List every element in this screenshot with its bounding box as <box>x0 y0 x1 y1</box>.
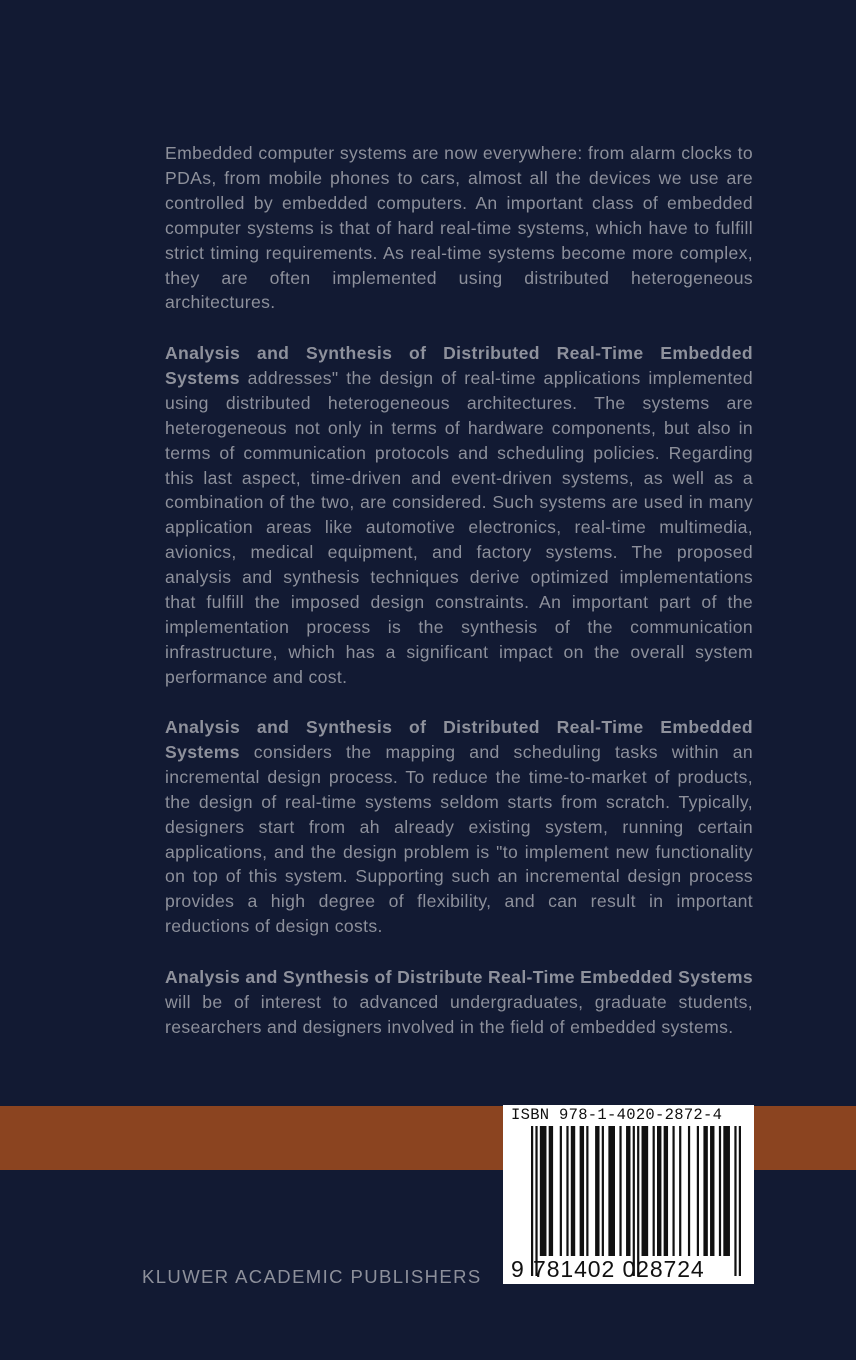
addresses-paragraph <box>165 341 753 690</box>
addresses-paragraph-body: addresses" the design of real-time applications implemented using distributed heterogeneous architectures. The systems are heterogeneous not only in terms of hardware components, but also in terms of communication protocols and scheduling policies. Regarding this last aspect, time-driven and event-driven systems, as well as a combination of the two, are considered. Such systems are used in many application areas like automotive electronics, real-time multimedia, avionics, medical equipment, and factory systems. The proposed analysis and synthesis techniques derive optimized implementations that fulfill the imposed design constraints. An important part of the implementation process is the synthesis of the communication infrastructure, which has a significant impact on the overall system performance and cost. <box>165 367 753 687</box>
ean-first-digit: 9 <box>511 1256 524 1282</box>
barcode-bar <box>560 1126 562 1256</box>
barcode-bar <box>586 1126 588 1256</box>
addresses-section <box>165 341 753 690</box>
audience-paragraph-body: will be of interest to advanced undergraduates, graduate students, researchers and designers involved in the field of embedded systems. <box>165 991 753 1037</box>
barcode-bar <box>679 1126 681 1256</box>
barcode-bar <box>549 1126 553 1256</box>
audience-section <box>165 965 753 1040</box>
barcode-bar <box>710 1126 714 1256</box>
audience-paragraph <box>165 965 753 1040</box>
barcode-bar <box>723 1126 730 1256</box>
barcode-bar <box>703 1126 707 1256</box>
barcode-bar <box>595 1126 599 1256</box>
barcode-guard-bar <box>734 1126 736 1276</box>
ean-digits: 781402 028724 <box>533 1256 705 1282</box>
considers-paragraph-body: considers the mapping and scheduling tasks within an incremental design process. To reduce the time-to-market of products, the design of real-time systems seldom starts from scratch. Typically, designers start from ah already existing system, running certain applications, and the design problem is "to implement new functionality on top of this system. Supporting such an incremental design process provides a high degree of flexibility, and can result in important reductions of design costs. <box>165 741 753 937</box>
barcode-bar <box>719 1126 721 1256</box>
barcode-bar <box>697 1126 699 1256</box>
barcode-guard-bar <box>637 1126 639 1276</box>
barcode-bar <box>642 1126 649 1256</box>
considers-paragraph <box>165 715 753 939</box>
publisher-name: KLUWER ACADEMIC PUBLISHERS <box>142 1266 482 1287</box>
barcode-bar <box>688 1126 690 1256</box>
isbn-label: ISBN 978-1-4020-2872-4 <box>511 1106 723 1124</box>
barcode-guard-bar <box>531 1126 533 1276</box>
barcode-bar <box>566 1126 568 1256</box>
book-title-bold: Analysis and Synthesis of Distribute Real-Time Embedded Systems <box>165 967 753 987</box>
barcode-bar <box>571 1126 575 1256</box>
barcode-bar <box>580 1126 584 1256</box>
barcode-bar <box>672 1126 674 1256</box>
back-cover-description <box>165 141 753 315</box>
barcode-bar <box>664 1126 668 1256</box>
barcode-guard-bar <box>535 1126 537 1276</box>
barcode-bar <box>540 1126 547 1256</box>
barcode-bar <box>653 1126 655 1256</box>
intro-paragraph: Embedded computer systems are now everywhere: from alarm clocks to PDAs, from mobile phones to cars, almost all the devices we use are controlled by embedded computers. An important class of embedded computer systems is that of hard real-time systems, which have to fulfill strict timing requirements. As real-time systems become more complex, they are often implemented using distributed heterogeneous architectures. <box>165 143 753 313</box>
barcode-bar <box>608 1126 615 1256</box>
book-title-bold: Analysis and Synthesis of Distributed Real-Time Embedded Systems <box>165 717 753 762</box>
barcode-bar <box>602 1126 604 1256</box>
book-title-bold: Analysis and Synthesis of Distributed Real-Time Embedded Systems <box>165 343 753 388</box>
isbn-barcode <box>503 1105 754 1284</box>
barcode-guard-bar <box>633 1126 635 1276</box>
considers-section <box>165 715 753 939</box>
barcode-bar <box>657 1126 661 1256</box>
barcode-bar <box>626 1126 630 1256</box>
barcode-bar <box>619 1126 621 1256</box>
barcode-guard-bar <box>739 1126 741 1276</box>
